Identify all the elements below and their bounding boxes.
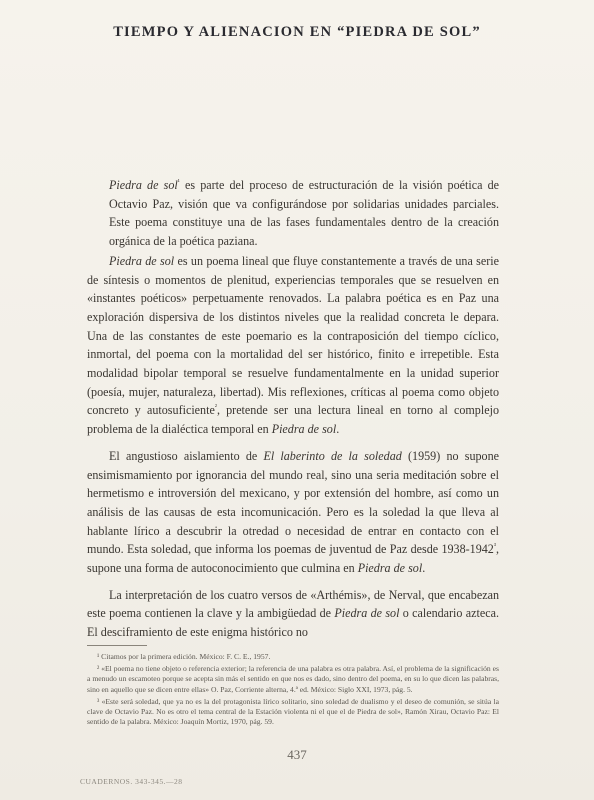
paragraph	[87, 447, 499, 578]
article-body	[87, 176, 499, 642]
footnote-marker: ¹	[177, 177, 180, 186]
running-footer: CUADERNOS. 343-345.—28	[80, 777, 183, 786]
footnote: ³ «Este será soledad, que ya no es la del protagonista lírico solitario, sino soledad de dualismo y el deseo de comunión, se sitúa la clave de Octavio Paz. No es otro el tema central de la Estación violenta ni el que el de Piedra de sol», Ramón Xirau, Octavio Paz: El sentido de la palabra. México: Joaquín Mortiz, 1970, pág. 59.	[87, 696, 499, 727]
paragraph-text: El angustioso aislamiento de	[109, 448, 264, 463]
italic-title: El laberinto de la soledad	[263, 448, 402, 463]
paragraph-text: , pretende ser una lectura lineal en torno al complejo problema de la dialéctica temporal en	[87, 403, 499, 437]
italic-title: Piedra de sol	[271, 422, 337, 437]
paragraph-text: es parte del proceso de estructuración de la visión poética de Octavio Paz, visión que va configurándose por solidarias unidades parciales. Este poema constituye una de las fases fundamentales dentro de la creación orgánica de la poética paziana.	[109, 178, 499, 249]
footnote-divider	[87, 645, 147, 646]
paragraph-text: o calendario azteca. El desciframiento de este enigma histórico no	[87, 606, 499, 640]
article-title: TIEMPO Y ALIENACION EN “PIEDRA DE SOL”	[113, 24, 481, 40]
paragraph-text: es un poema lineal que fluye constantemente a través de una serie de síntesis o momentos de plenitud, experiencias temporales que se resuelven en «instantes poéticos» perpetuamente renovados. La palabra poética es en Paz una exploración dispersiva de los distintos niveles que la realidad concreta le depara. Una de las constantes de este poemario es la contraposición del tiempo cíclico, inmortal, del poema con la mortalidad del ser histórico, finito e irrepetible. Esta modalidad bipolar temporal se resuelve fundamentalmente en la unidad superior (poesía, mujer, naturaleza, libertad). Mis reflexiones, críticas al poema como objeto concreto y autosuficiente	[87, 253, 499, 418]
footnote-marker: ³	[493, 542, 496, 551]
italic-title: Piedra de sol	[357, 561, 423, 576]
italic-title: Piedra de sol	[334, 606, 400, 621]
paragraph-text: .	[336, 422, 340, 437]
paragraph-text: (1959) no supone ensimismamiento por ignorancia del mundo real, sino una seria meditación sobre el hermetismo e introversión del mexicano, y por extensión del hombre, así como un análisis de las causas de esta incomunicación. Pero es la soledad la que lleva al hablante lírico a descubrir la otredad o necesidad de entrar en contacto con el mundo. Esta soledad, que informa los poemas de juventud de Paz desde 1938-1942	[87, 448, 499, 557]
footnote-marker: ²	[214, 403, 217, 412]
paragraph	[87, 586, 499, 642]
paragraph-text: , supone una forma de autoconocimiento que culmina en	[87, 542, 499, 576]
footnotes	[87, 652, 499, 729]
paragraph-text: La interpretación de los cuatro versos de «Arthémis», de Nerval, que encabezan este poema contienen la clave y la ambigüedad de	[87, 587, 499, 621]
paragraph-text: .	[422, 561, 426, 576]
footnote: ¹ Citamos por la primera edición. México: F. C. E., 1957.	[97, 652, 271, 661]
italic-title: Piedra de sol	[109, 178, 178, 192]
italic-title: Piedra de sol	[109, 253, 175, 268]
page-number: 437	[287, 747, 307, 762]
paragraph	[87, 176, 499, 251]
paragraph	[87, 252, 499, 439]
footnote: ² «El poema no tiene objeto o referencia exterior; la referencia de una palabra es otra palabra. Así, el problema de la significación es a menudo un escamoteo porque se acepta sin más el sentido en que nos es dado, sino dentro del poema, en su lo que dicen las palabras, sino en aquello que se dicen entre ellas» O. Paz, Corriente alterna, 4.ª ed. México: Siglo XXI, 1973, pág. 5.	[87, 664, 499, 694]
